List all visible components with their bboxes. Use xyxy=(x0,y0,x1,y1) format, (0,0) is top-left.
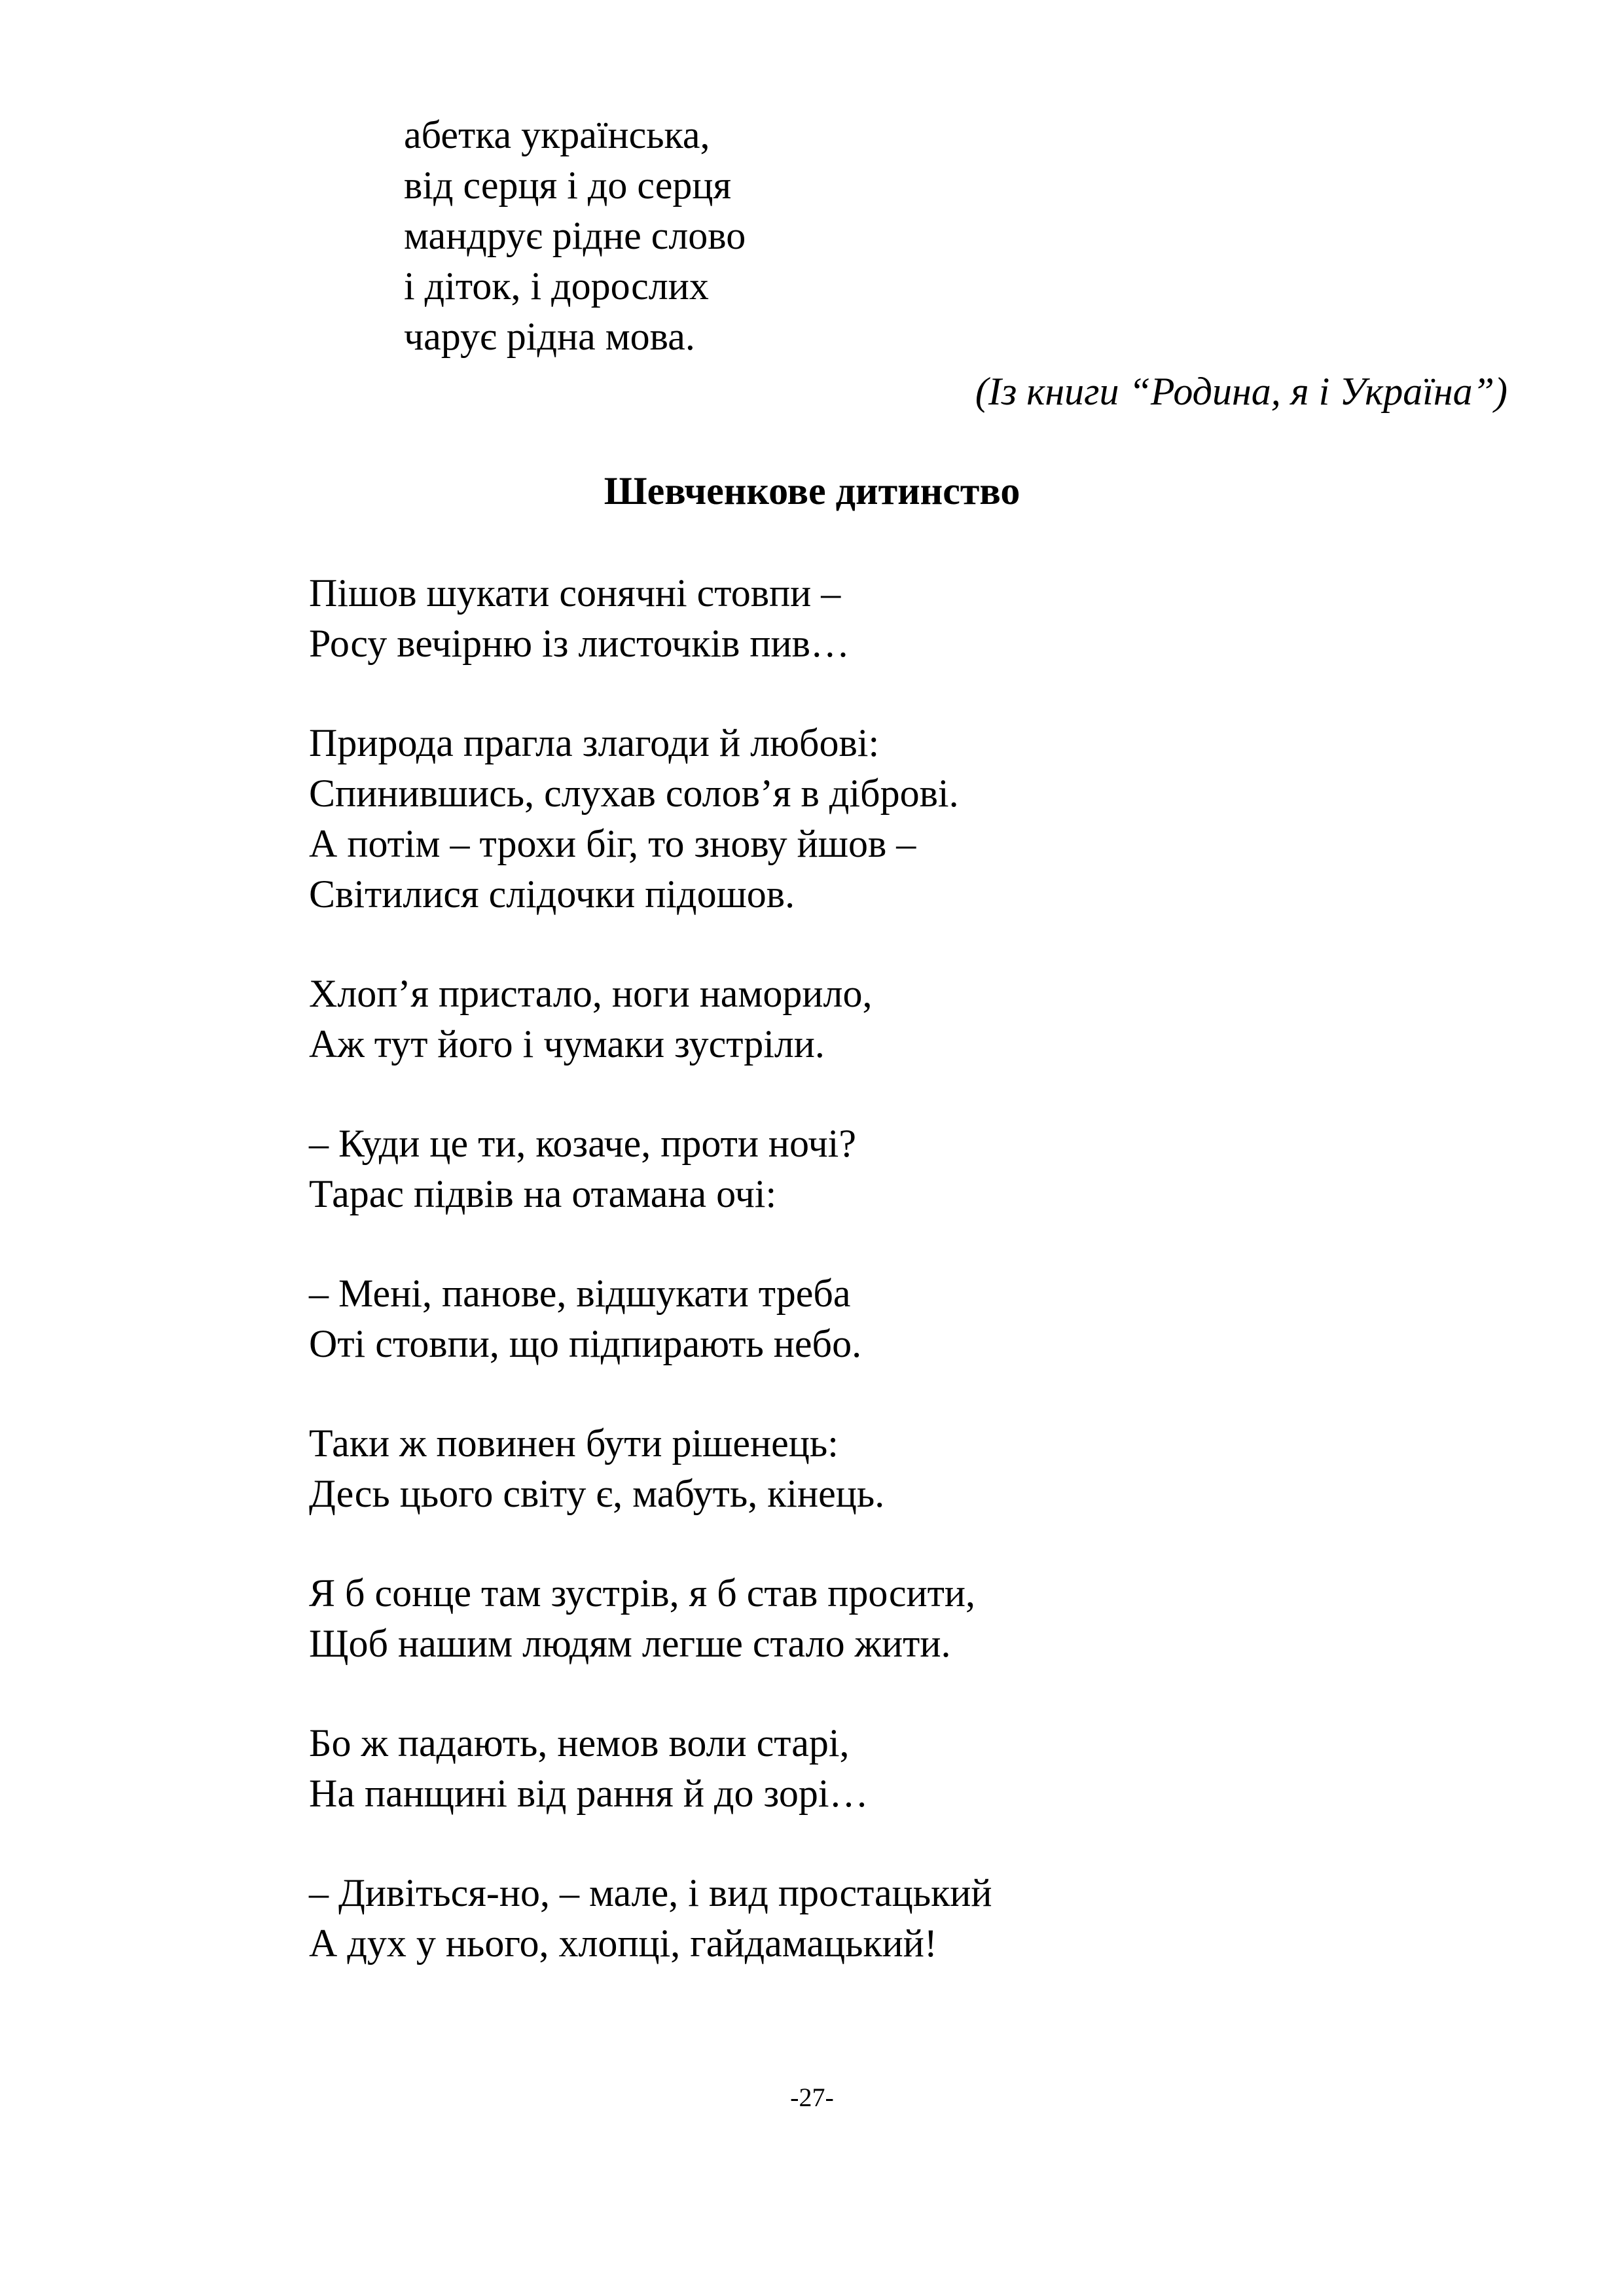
stanza xyxy=(309,1868,992,1969)
poem-title: Шевченкове дитинство xyxy=(604,469,1020,512)
verse-line: і діток, і дорослих xyxy=(404,264,709,308)
verse-line: Світилися слідочки підошов. xyxy=(309,872,795,916)
stanza xyxy=(309,1418,992,1519)
verse-line: від серця і до серця xyxy=(404,164,732,207)
stanza xyxy=(309,718,992,920)
verse-line: – Куди це ти, козаче, проти ночі? xyxy=(309,1122,856,1165)
verse-line: – Мені, панове, відшукати треба xyxy=(309,1272,851,1315)
verse-line: Щоб нашим людям легше стало жити. xyxy=(309,1622,951,1665)
verse-line: Я б сонце там зустрів, я б став просити, xyxy=(309,1571,975,1615)
verse-line: А дух у нього, хлопці, гайдамацький! xyxy=(309,1922,937,1965)
verse-line: Тарас підвів на отамана очі: xyxy=(309,1172,777,1215)
verse-line: Бо ж падають, немов воли старі, xyxy=(309,1721,850,1765)
poem-body xyxy=(309,568,992,2018)
stanza xyxy=(309,1268,992,1369)
intro-stanza xyxy=(404,110,746,362)
verse-line: – Дивіться-но, – мале, і вид простацький xyxy=(309,1871,992,1914)
verse-line: Спинившись, слухав солов’я в діброві. xyxy=(309,772,959,815)
verse-line: мандрує рідне слово xyxy=(404,214,746,257)
verse-line: Росу вечірню із листочків пив… xyxy=(309,622,850,665)
verse-line: На панщині від рання й до зорі… xyxy=(309,1772,869,1815)
verse-line: А потім – трохи біг, то знову йшов – xyxy=(309,822,916,865)
stanza xyxy=(309,969,992,1069)
verse-line: Природа прагла злагоди й любові: xyxy=(309,721,880,764)
page-number: -27- xyxy=(790,2083,834,2112)
stanza xyxy=(309,568,992,669)
verse-line: Пішов шукати сонячні стовпи – xyxy=(309,571,841,615)
stanza xyxy=(309,1718,992,1819)
verse-line: Таки ж повинен бути рішенець: xyxy=(309,1422,839,1465)
verse-line: чарує рідна мова. xyxy=(404,315,695,358)
verse-line: абетка українська, xyxy=(404,113,710,156)
stanza xyxy=(309,1119,992,1219)
verse-line: Аж тут його і чумаки зустріли. xyxy=(309,1022,825,1066)
verse-line: Хлоп’я пристало, ноги наморило, xyxy=(309,972,873,1015)
verse-line: Оті стовпи, що підпирають небо. xyxy=(309,1322,862,1365)
verse-line: Десь цього світу є, мабуть, кінець. xyxy=(309,1472,885,1515)
stanza xyxy=(309,1568,992,1669)
source-attribution: (Із книги “Родина, я і Україна”) xyxy=(975,370,1507,413)
